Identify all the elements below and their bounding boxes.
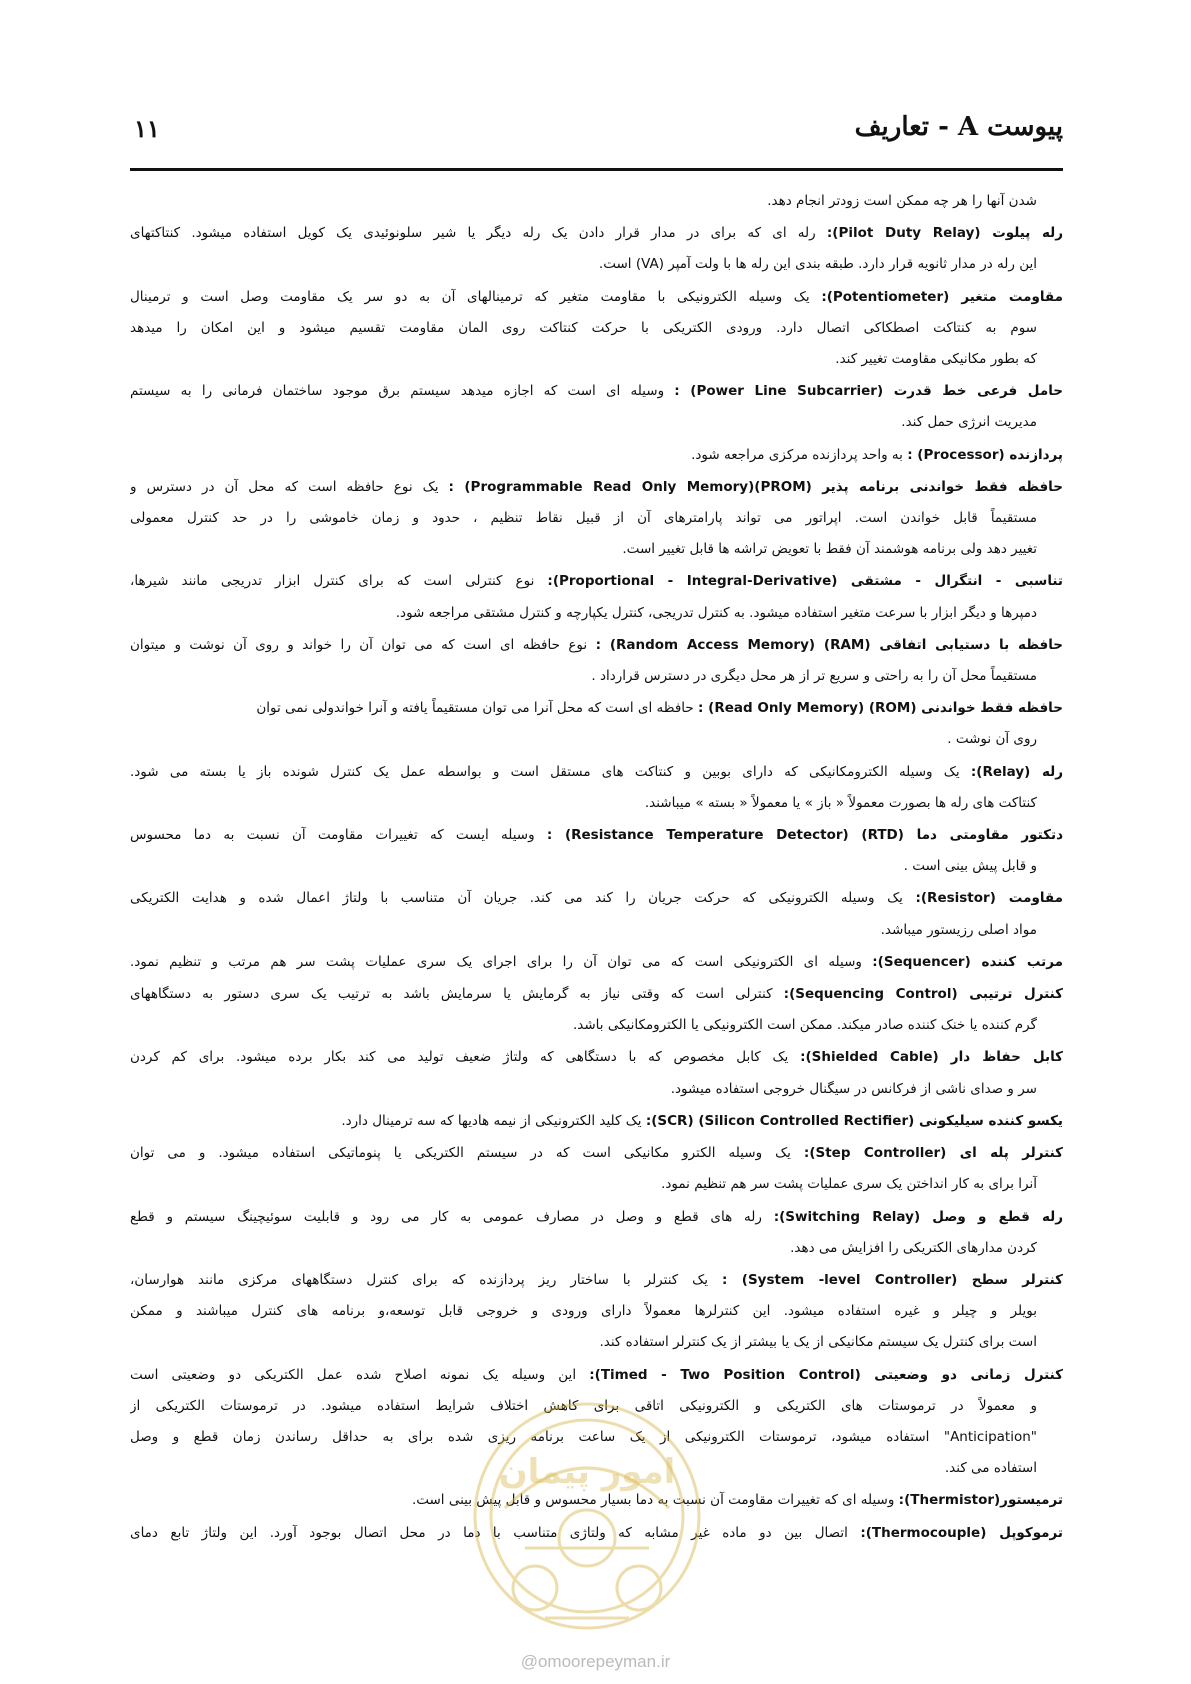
definition-first-line <box>130 282 1063 313</box>
definition-entry <box>130 1265 1063 1359</box>
definition-text: یک کلید الکترونیکی از نیمه هادیها که سه ترمینال دارد. <box>341 1112 646 1129</box>
definitions-body <box>130 186 1063 1550</box>
definition-text: یک وسیله الکترونیکی که حرکت جریان را کند می کند. جریان آن متناسب با ولتاژ اعمال شده و هدایت الکتریکی <box>130 890 916 907</box>
definition-term: ترموکوپل (Thermocouple): <box>860 1524 1063 1541</box>
definition-entry <box>130 883 1063 945</box>
definition-text: وسیله ایست که تغییرات مقاومت آن نسبت به دما محسوس <box>130 827 547 844</box>
definition-first-line <box>130 218 1063 249</box>
definition-line <box>130 344 1063 375</box>
definition-text: رله های قطع و وصل در مصارف عمومی به کار می رود و قابلیت سوئیچینگ سیستم و قطع <box>130 1208 774 1225</box>
definition-text: یک کنترلر با ساختار ریز پردازنده که برای کنترل دستگاههای مرکزی مانند هوارسان، <box>130 1271 722 1288</box>
definition-line <box>130 1074 1063 1105</box>
definition-entry <box>130 979 1063 1041</box>
definition-first-line <box>130 693 1063 724</box>
definition-term: دتکتور مقاومتی دما (RTD) (Resistance Temperature Detector) : <box>546 827 1063 844</box>
definition-entry <box>130 1518 1063 1549</box>
definition-line <box>130 851 1063 882</box>
definition-line <box>130 915 1063 946</box>
definition-term: مقاومت (Resistor): <box>915 890 1063 907</box>
definition-term: کنترل زمانی دو وضعیتی (Timed - Two Position Control): <box>589 1366 1063 1383</box>
definition-text: سر و صدای ناشی از فرکانس در سیگنال خروجی استفاده میشود. <box>670 1080 1037 1097</box>
definition-text: و قابل پیش بینی است . <box>903 858 1037 875</box>
definition-first-line <box>130 1360 1063 1391</box>
definition-first-line <box>130 440 1063 471</box>
watermark-seal-text: امور پیمان <box>498 1452 676 1492</box>
definition-term: مقاومت متغیر (Potentiometer): <box>821 288 1063 305</box>
definition-entry <box>130 1042 1063 1104</box>
definition-text: نوع حافظه ای است که می توان آن را خواند و روی آن نوشت و میتوان <box>130 636 596 653</box>
definition-text: رله ای که برای در مدار قرار دادن یک رله دیگر یا شیر سلونوئیدی یک کویل استفاده میشود. کنتاکتهای <box>130 225 827 242</box>
definition-text: شدن آنها را هر چه ممکن است زودتر انجام دهد. <box>767 193 1037 209</box>
definition-text: وسیله ای که تغییرات مقاومت آن نسبت به دما بسیار محسوس و قابل پیش بینی است. <box>411 1492 899 1509</box>
definition-term: رله قطع و وصل (Switching Relay): <box>773 1208 1063 1225</box>
definition-line <box>130 1422 1063 1453</box>
header-rule <box>130 168 1063 171</box>
definition-line <box>130 724 1063 755</box>
definition-text: این وسیله یک نمونه اصلاح شده عمل الکتریکی دو وضعیتی است <box>130 1366 590 1383</box>
page-header-title: پیوست A - تعاریف <box>854 112 1063 142</box>
definition-term: کنترلر سطح (System -level Controller) : <box>722 1271 1063 1288</box>
definition-line <box>130 661 1063 692</box>
definition-first-line <box>130 947 1063 978</box>
definition-line <box>130 1391 1063 1422</box>
definition-term: کابل حفاظ دار (Shielded Cable): <box>800 1049 1063 1066</box>
definition-text: سوم به کنتاکت اصطکاکی اتصال دارد. ورودی الکتریکی با حرکت کنتاکت روی المان مقاومت تقسیم میشود و این امکان را میدهد <box>130 319 1037 336</box>
definition-text: وسیله ای الکترونیکی است که می توان آن را برای اجرای یک سری عملیات پشت سر هم مرتب و تنظیم نمود. <box>130 953 873 970</box>
definition-line <box>130 1010 1063 1041</box>
definition-text: یک وسیله الکترومکانیکی که دارای بوبین و کنتاکت های مستقل است و بواسطه عمل یک کنترل شونده باز یا بسته می شود. <box>130 763 971 780</box>
definition-text: یک کابل مخصوص که با دستگاهی که ولتاژ ضعیف تولید می کند بکار برده میشود. برای کم کردن <box>130 1049 801 1066</box>
definition-term: رله پیلوت (Pilot Duty Relay): <box>826 225 1063 242</box>
definition-first-line <box>130 472 1063 503</box>
definition-entry <box>130 440 1063 471</box>
definition-term: مرتب کننده (Sequencer): <box>872 953 1063 970</box>
definition-entry <box>130 1106 1063 1137</box>
definition-first-line <box>130 630 1063 661</box>
definition-term: رله (Relay): <box>970 763 1063 780</box>
page-number: ۱۱ <box>134 114 160 143</box>
definition-text: است برای کنترل یک سیستم مکانیکی از یک یا بیشتر از یک کنترلر استفاده کند. <box>599 1334 1037 1351</box>
definition-first-line <box>130 1485 1063 1516</box>
definition-term: کنترل ترتیبی (Sequencing Control): <box>783 986 1063 1003</box>
definition-entry <box>130 1485 1063 1516</box>
definition-text: مستقیماً محل آن را به راحتی و سریع تر از هر محل دیگری در دسترس قرارداد . <box>591 668 1037 685</box>
definition-line <box>130 1296 1063 1327</box>
definition-first-line <box>130 1518 1063 1549</box>
definition-text: این رله در مدار ثانویه قرار دارد. طبقه بندی این رله ها با ولت آمپر (VA) است. <box>598 256 1037 273</box>
definition-entry <box>130 282 1063 376</box>
definition-text: بویلر و چیلر و غیره استفاده میشود. این کنترلرها معمولاً دارای ورودی و خروجی قابل توسعه،و برنامه های کنترل میباشند و ممکن <box>130 1303 1037 1320</box>
definition-text: و معمولاً در ترموستات های الکتریکی و الکترونیکی اتاقی برای کاهش اختلاف شرایط استفاده میشود. در ترموستات الکتریکی از <box>130 1397 1037 1414</box>
definition-line <box>130 186 1063 217</box>
definition-first-line <box>130 1106 1063 1137</box>
definition-line <box>130 598 1063 629</box>
definition-text: "Anticipation" استفاده میشود، ترموستات الکترونیکی از یک ساعت برنامه ریزی شده برای به حداقل رساندن زمان قطع و وصل <box>130 1428 1037 1445</box>
definition-entry <box>130 472 1063 566</box>
definition-line <box>130 1169 1063 1200</box>
definition-text: تغییر دهد ولی برنامه هوشمند آن فقط با تعویض تراشه ها قابل تغییر است. <box>622 541 1037 558</box>
definition-text: یک نوع حافظه است که محل آن در دسترس و <box>130 478 449 495</box>
definition-first-line <box>130 1138 1063 1169</box>
definition-text: کردن مدارهای الکتریکی را افزایش می دهد. <box>790 1239 1037 1256</box>
definition-entry <box>130 820 1063 882</box>
definition-line <box>130 407 1063 438</box>
definition-term: ترمیستور(Thermistor): <box>898 1492 1063 1509</box>
definition-line <box>130 503 1063 534</box>
definition-line <box>130 249 1063 280</box>
definition-entry <box>130 693 1063 755</box>
definition-text: یک وسیله الکترو مکانیکی است که در سیستم الکتریکی یا پنوماتیکی استفاده میشود. و می توان <box>130 1145 804 1162</box>
definition-entry <box>130 757 1063 819</box>
definition-text: نوع کنترلی است که برای کنترل ابزار تدریجی مانند شیرها، <box>130 573 548 590</box>
definition-entry <box>130 1138 1063 1200</box>
definition-line <box>130 1233 1063 1264</box>
definition-first-line <box>130 1265 1063 1296</box>
definition-entry <box>130 218 1063 280</box>
definition-term: حافظه با دستیابی اتفاقی (RAM) (Random Access Memory) : <box>595 636 1063 653</box>
definition-text: مواد اصلی رزیستور میباشد. <box>880 921 1037 938</box>
definition-text: دمپرها و دیگر ابزار با سرعت متغیر استفاده میشود. به کنترل تدریجی، کنترل یکپارچه و کنترل مشتقی مراجعه شود. <box>395 604 1037 621</box>
definition-text: مستقیماً قابل خواندن است. اپراتور می تواند پارامترهای آن از قبیل نقاط تنظیم ، حدود و زمان خاموشی را در حد کنترل معمولی <box>130 510 1037 527</box>
definition-text: گرم کننده یا خنک کننده صادر میکند. ممکن است الکترونیکی یا الکترومکانیکی باشد. <box>572 1017 1037 1034</box>
watermark-url: @omoorepeyman.ir <box>520 1652 671 1671</box>
definition-line <box>130 1327 1063 1358</box>
definition-term: کنترلر پله ای (Step Controller): <box>803 1145 1063 1162</box>
definition-text: وسیله ای است که اجازه میدهد سیستم برق موجود ساختمان فرمانی را به سیستم <box>130 383 675 400</box>
definition-first-line <box>130 376 1063 407</box>
definition-entry <box>130 566 1063 628</box>
definition-first-line <box>130 1042 1063 1073</box>
definition-line <box>130 313 1063 344</box>
definition-text: اتصال بین دو ماده غیر مشابه که ولتاژی متناسب با دما در محل اتصال بوجود آورد. این ولتاژ تابع دمای <box>130 1524 861 1541</box>
definition-text: به واحد پردازنده مرکزی مراجعه شود. <box>691 446 908 463</box>
definition-line <box>130 534 1063 565</box>
definition-text: حافظه ای است که محل آنرا می توان مستقیماً یافته و آنرا خواندولی نمی توان <box>256 700 699 717</box>
definition-term: تناسبی - انتگرال - مشتقی (Proportional - Integral-Derivative): <box>547 573 1063 590</box>
definition-line <box>130 1453 1063 1484</box>
definition-entry <box>130 1360 1063 1485</box>
definition-term: حافظه فقط خواندنی برنامه پذیر (PROM)(Programmable Read Only Memory) : <box>448 478 1063 495</box>
definition-term: یکسو کننده سیلیکونی (Silicon Controlled Rectifier) (SCR): <box>645 1112 1063 1129</box>
definition-first-line <box>130 1202 1063 1233</box>
definition-term: پردازنده (Processor) : <box>907 446 1063 463</box>
definition-entry <box>130 186 1063 217</box>
definition-text: یک وسیله الکترونیکی با مقاومت متغیر که ترمینالهای آن به دو سر یک مقاومت وصل است و ترمینال <box>130 288 822 305</box>
definition-text: روی آن نوشت . <box>947 731 1037 748</box>
definition-text: مدیریت انرژی حمل کند. <box>901 414 1037 431</box>
definition-entry <box>130 376 1063 438</box>
definition-text: کنترلی است که وقتی نیاز به گرمایش یا سرمایش باشد به ترتیب یک سری دستور به دستگاههای <box>130 986 784 1003</box>
definition-entry <box>130 630 1063 692</box>
definition-term: حامل فرعی خط قدرت (Power Line Subcarrier) : <box>674 383 1063 400</box>
definition-text: استفاده می کند. <box>944 1460 1037 1477</box>
definition-first-line <box>130 883 1063 914</box>
definition-first-line <box>130 757 1063 788</box>
definition-text: که بطور مکانیکی مقاومت تغییر کند. <box>835 351 1037 368</box>
definition-text: آنرا برای به کار انداختن یک سری عملیات پشت سر هم تنظیم نمود. <box>661 1176 1037 1193</box>
definition-entry <box>130 1202 1063 1264</box>
definition-entry <box>130 947 1063 978</box>
definition-first-line <box>130 566 1063 597</box>
definition-text: کنتاکت های رله ها بصورت معمولاً « باز » یا معمولاً « بسته » میباشند. <box>644 794 1037 811</box>
definition-first-line <box>130 979 1063 1010</box>
definition-term: حافظه فقط خواندنی (ROM) (Read Only Memory) : <box>698 700 1063 717</box>
definition-line <box>130 788 1063 819</box>
definition-first-line <box>130 820 1063 851</box>
